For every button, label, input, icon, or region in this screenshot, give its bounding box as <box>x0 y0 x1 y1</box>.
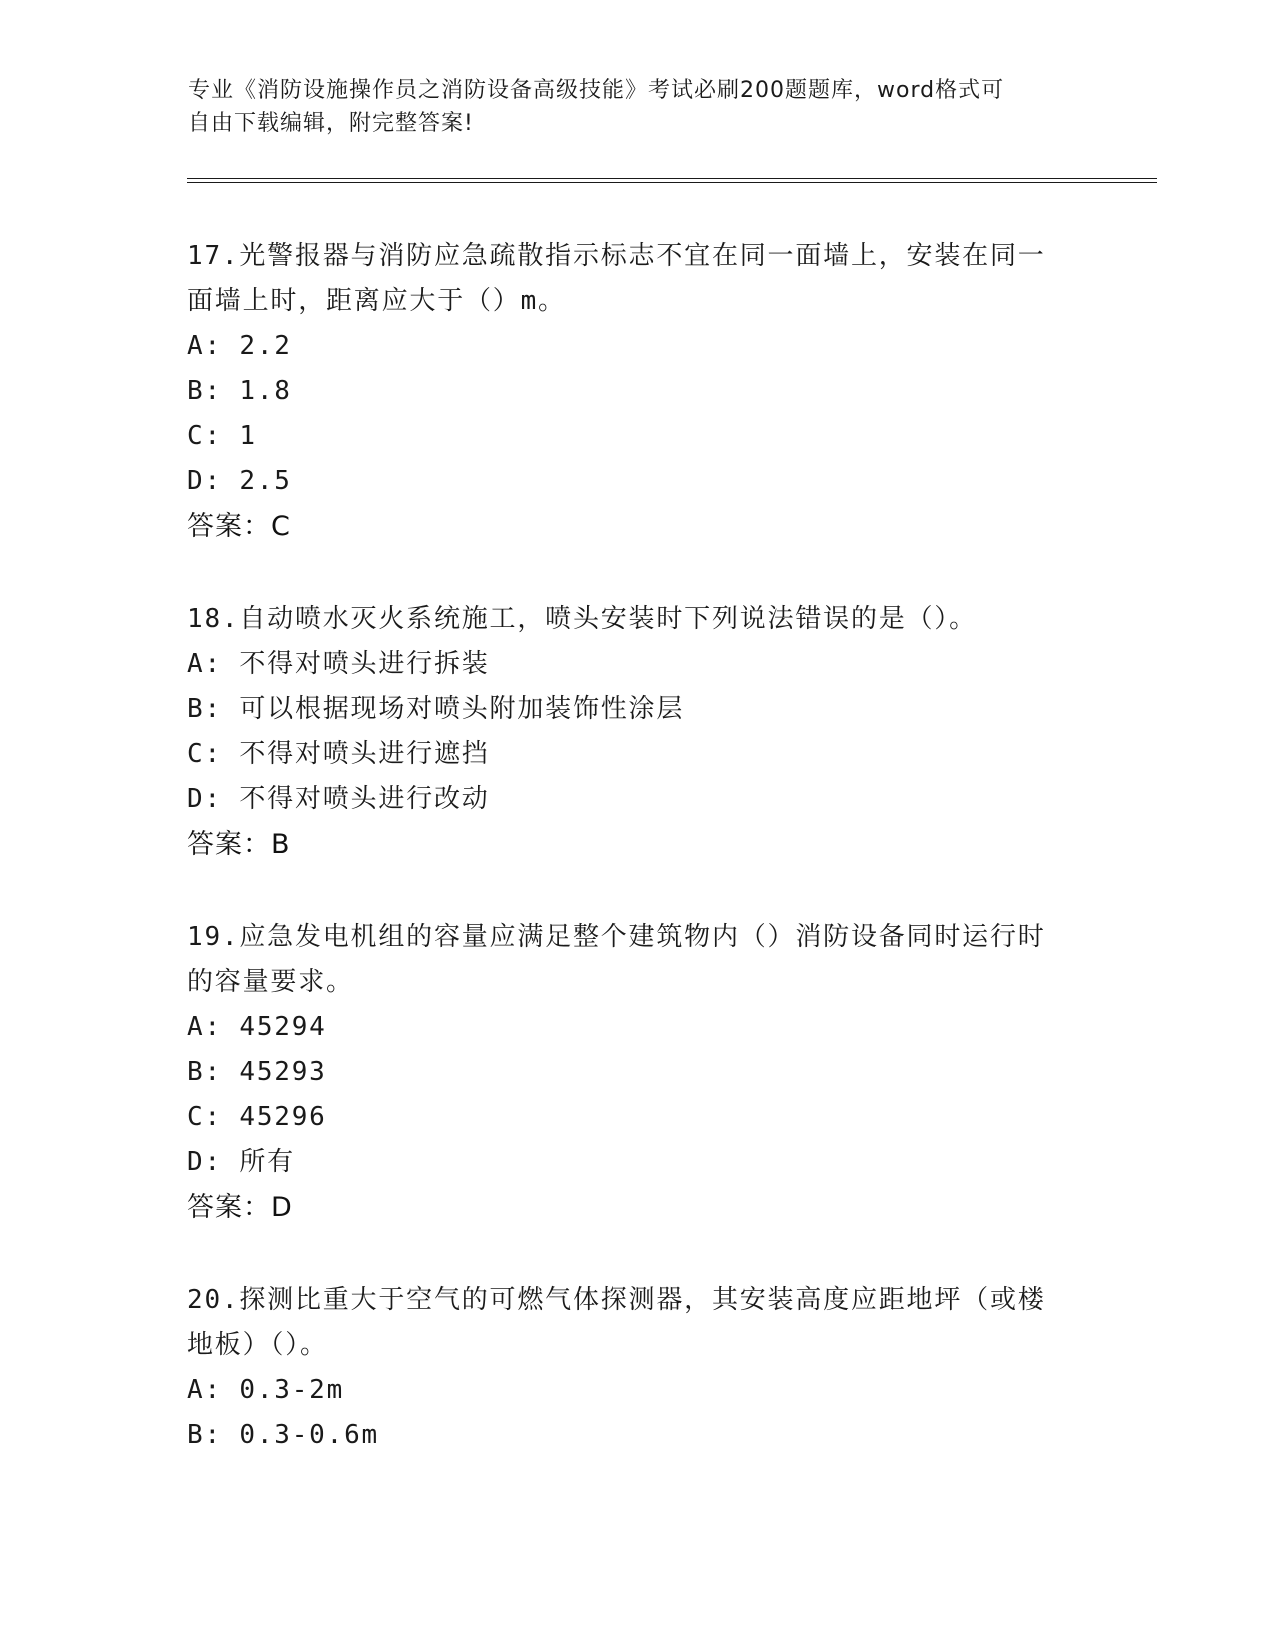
document-header <box>188 74 1088 140</box>
option-a: A: 0.3-2m <box>187 1375 345 1405</box>
option-c: C: 1 <box>187 421 257 451</box>
question-stem-line: 的容量要求。 <box>187 967 354 997</box>
question-stem-line: 地板）（）。 <box>187 1330 328 1360</box>
header-line-1: 专业《消防设施操作员之消防设备高级技能》考试必刷200题题库，word格式可 <box>188 78 1005 103</box>
option-d: D: 2.5 <box>187 466 292 496</box>
answer: 答案：C <box>187 511 291 542</box>
question-17 <box>187 234 1087 549</box>
question-18 <box>187 597 1087 867</box>
question-19 <box>187 915 1087 1230</box>
option-a: A: 45294 <box>187 1012 327 1042</box>
option-a: A: 2.2 <box>187 331 292 361</box>
option-c: C: 45296 <box>187 1102 327 1132</box>
option-b: B: 1.8 <box>187 376 292 406</box>
option-b: B: 0.3-0.6m <box>187 1420 379 1450</box>
option-d: D: 不得对喷头进行改动 <box>187 784 490 814</box>
question-stem-line: 20.探测比重大于空气的可燃气体探测器，其安装高度应距地坪（或楼 <box>187 1285 1046 1315</box>
answer: 答案：B <box>187 829 291 860</box>
option-b: B: 可以根据现场对喷头附加装饰性涂层 <box>187 694 685 724</box>
question-20 <box>187 1278 1087 1458</box>
question-stem-line: 18.自动喷水灭火系统施工，喷头安装时下列说法错误的是（）。 <box>187 604 977 634</box>
option-d: D: 所有 <box>187 1147 295 1177</box>
option-c: C: 不得对喷头进行遮挡 <box>187 739 490 769</box>
header-divider <box>187 178 1157 183</box>
question-stem-line: 面墙上时，距离应大于（）m。 <box>187 286 566 316</box>
question-stem-line: 19.应急发电机组的容量应满足整个建筑物内（）消防设备同时运行时 <box>187 922 1046 952</box>
option-a: A: 不得对喷头进行拆装 <box>187 649 490 679</box>
question-stem-line: 17.光警报器与消防应急疏散指示标志不宜在同一面墙上，安装在同一 <box>187 241 1046 271</box>
answer: 答案：D <box>187 1192 293 1223</box>
option-b: B: 45293 <box>187 1057 327 1087</box>
header-line-2: 自由下载编辑，附完整答案! <box>188 111 474 136</box>
